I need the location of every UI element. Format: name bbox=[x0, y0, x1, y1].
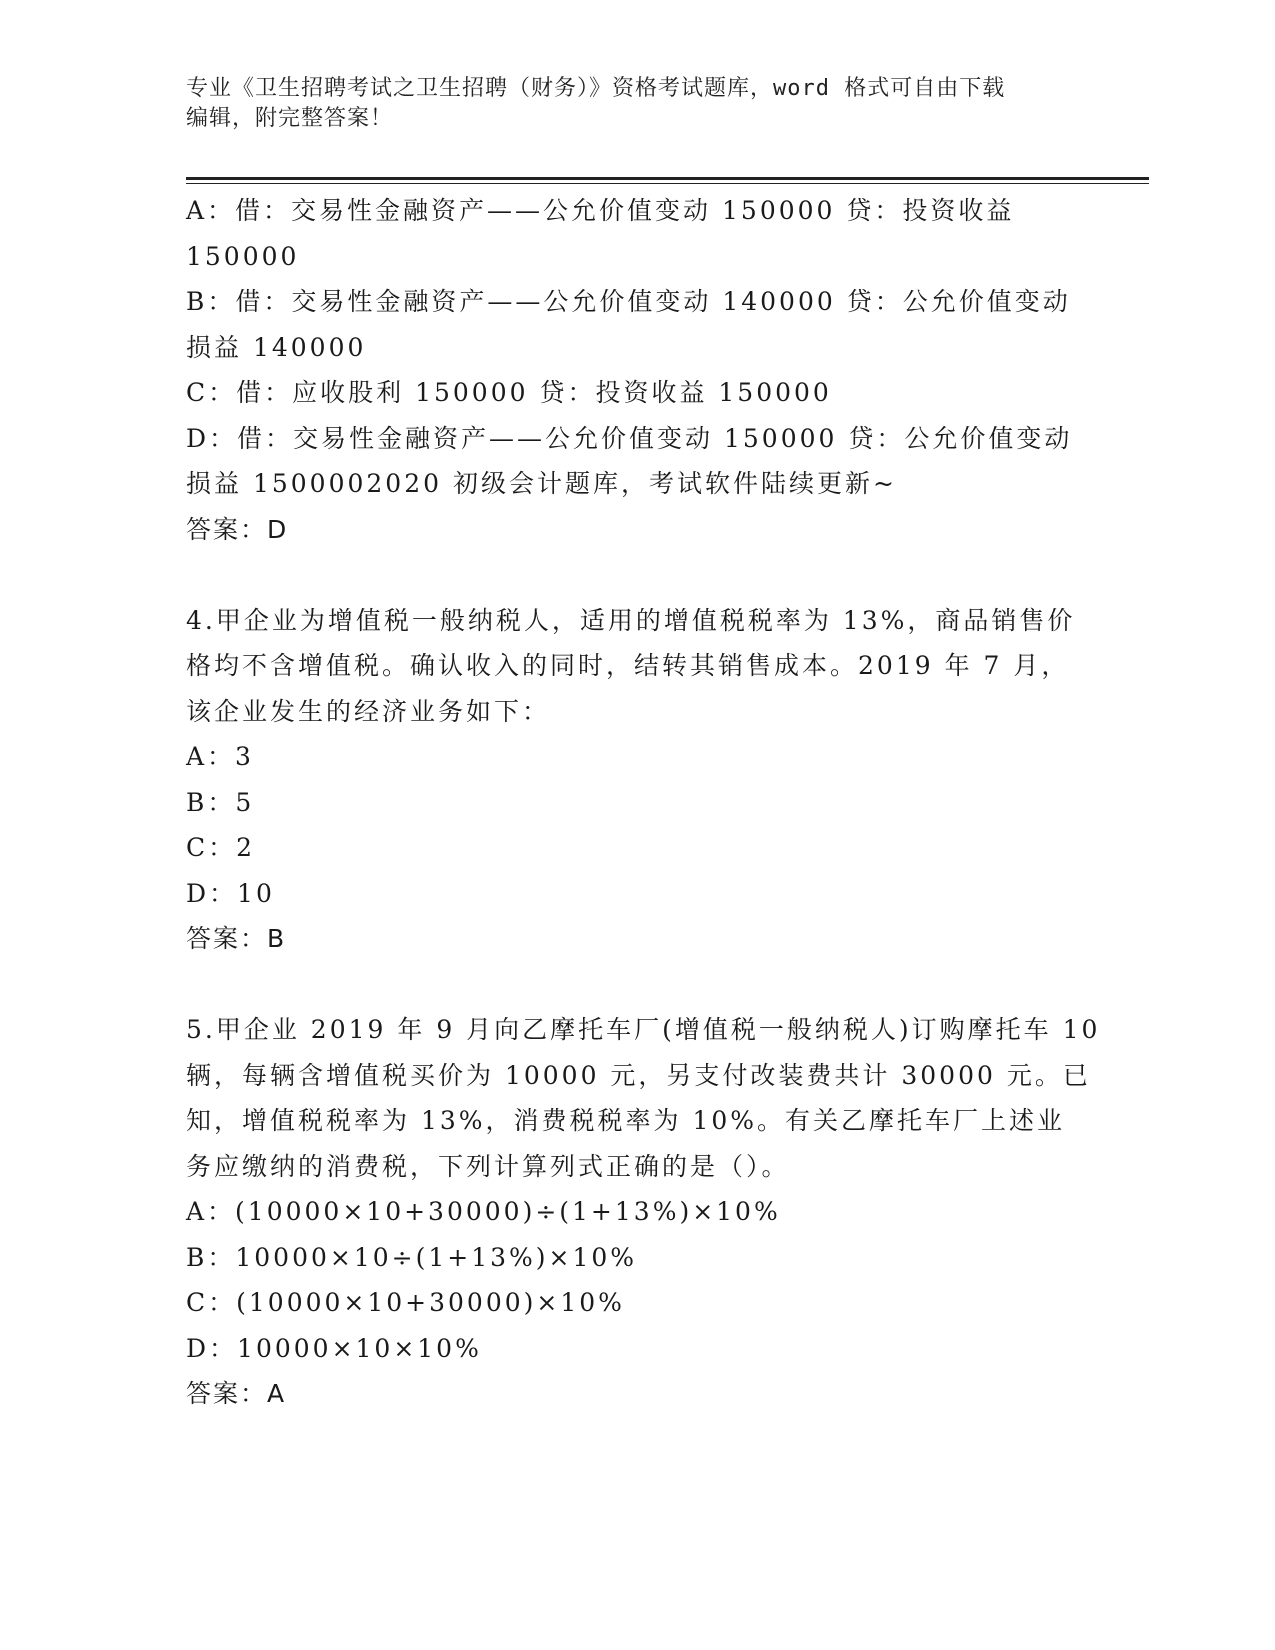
header-line-2: 编辑，附完整答案！ bbox=[186, 106, 394, 131]
option-b: B：5 bbox=[186, 787, 255, 817]
question-4 bbox=[186, 598, 1076, 962]
option-a-line-1: A：借：交易性金融资产——公允价值变动 150000 贷：投资收益 bbox=[186, 196, 1015, 225]
option-c: C：2 bbox=[186, 833, 256, 862]
option-d-line-1: D：借：交易性金融资产——公允价值变动 150000 贷：公允价值变动 bbox=[186, 423, 1073, 453]
header-line-1: 专业《卫生招聘考试之卫生招聘（财务）》资格考试题库，word 格式可自由下载 bbox=[186, 76, 1006, 101]
option-b-line-1: B：借：交易性金融资产——公允价值变动 140000 贷：公允价值变动 bbox=[186, 287, 1071, 316]
option-a: A：3 bbox=[186, 742, 254, 771]
question-stem-line-2: 格均不含增值税。确认收入的同时，结转其销售成本。2019 年 7 月， bbox=[186, 651, 1070, 680]
option-b-line-2: 损益 140000 bbox=[186, 332, 367, 362]
option-d: D：10 bbox=[186, 878, 275, 908]
question-5 bbox=[186, 1007, 1101, 1417]
question-3 bbox=[186, 188, 1076, 552]
option-b: B：10000×10÷(1+13%)×10% bbox=[186, 1242, 638, 1272]
question-stem-line-3: 该企业发生的经济业务如下： bbox=[186, 696, 551, 726]
question-stem-line-1: 5.甲企业 2019 年 9 月向乙摩托车厂(增值税一般纳税人)订购摩托车 10 bbox=[186, 1015, 1101, 1044]
header-rule-thin bbox=[186, 183, 1149, 184]
option-c: C：(10000×10+30000)×10% bbox=[186, 1288, 625, 1317]
question-stem-line-1: 4.甲企业为增值税一般纳税人，适用的增值税税率为 13%，商品销售价 bbox=[186, 605, 1076, 635]
answer: 答案：B bbox=[186, 924, 287, 953]
spacer bbox=[186, 552, 1076, 598]
question-stem-line-4: 务应缴纳的消费税，下列计算列式正确的是（）。 bbox=[186, 1151, 790, 1181]
question-content bbox=[186, 188, 1101, 1417]
question-stem-line-2: 辆，每辆含增值税买价为 10000 元，另支付改装费共计 30000 元。已 bbox=[186, 1060, 1091, 1090]
option-a: A：(10000×10+30000)÷(1+13%)×10% bbox=[186, 1197, 781, 1226]
answer: 答案：D bbox=[186, 514, 289, 544]
option-d-line-2: 损益 1500002020 初级会计题库，考试软件陆续更新~ bbox=[186, 469, 897, 498]
question-stem-line-3: 知，增值税税率为 13%，消费税税率为 10%。有关乙摩托车厂上述业 bbox=[186, 1106, 1066, 1135]
option-c: C：借：应收股利 150000 贷：投资收益 150000 bbox=[186, 378, 832, 407]
spacer bbox=[186, 962, 1076, 1008]
answer: 答案：A bbox=[186, 1379, 287, 1408]
option-a-line-2: 150000 bbox=[186, 241, 300, 271]
header-rule-thick bbox=[186, 177, 1149, 180]
option-d: D：10000×10×10% bbox=[186, 1333, 482, 1363]
document-header bbox=[186, 74, 1086, 134]
